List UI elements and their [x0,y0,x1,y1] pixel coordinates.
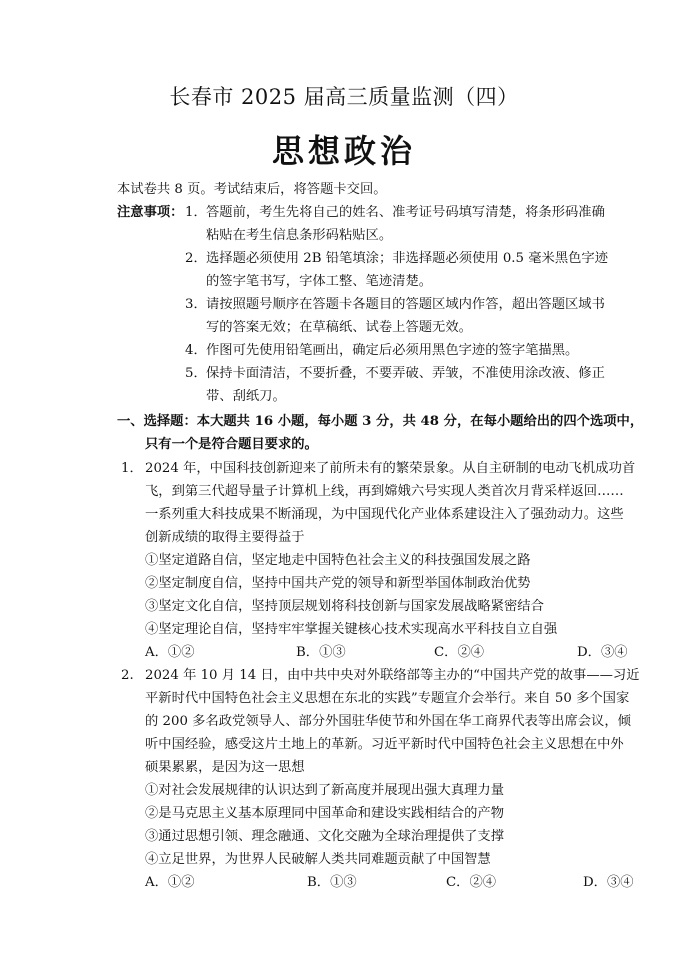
statement: ②是马克思主义基本原理同中国革命和建设实践相结合的产物 [145,806,505,821]
statement: ③通过思想引领、理念融通、文化交融为全球治理提供了支撑 [145,829,505,844]
note-number: 2． [185,251,207,266]
note-number: 1． [185,205,207,220]
question-stem: 2024 年 10 月 14 日，由中共中央对外联络部等主办的“中国共产党的故事——习近 [145,668,640,683]
note-text: 答题前，考生先将自己的姓名、准考证号码填写清楚，将条形码准确 [206,205,605,220]
exam-title: 长春市 2025 届高三质量监测（四） [169,85,519,109]
note-text: 的签字笔书写，字体工整、笔迹清楚。 [206,274,433,289]
option-d: D．③④ [583,875,634,890]
note-text: 作图可先使用铅笔画出，确定后必须用黑色字迹的签字笔描黑。 [206,343,579,358]
note-text: 粘贴在考生信息条形码粘贴区。 [206,228,393,243]
option-a: A．①② [145,875,195,890]
option-c: C．②④ [434,645,485,660]
question-stem: 2024 年，中国科技创新迎来了前所未有的繁荣景象。从自主研制的电动飞机成功首 [145,461,636,476]
note-number: 4． [185,343,207,358]
note-text: 请按照题号顺序在答题卡各题目的答题区域内作答，超出答题区域书 [206,297,605,312]
intro-text: 本试卷共 8 页。考试结束后，将答题卡交回。 [117,182,387,197]
note-text: 保持卡面清洁，不要折叠，不要弄破、弄皱，不准使用涂改液、修正 [206,366,605,381]
statement: ③坚定文化自信，坚持顶层规划将科技创新与国家发展战略紧密结合 [145,599,544,614]
question-stem: 飞，到第三代超导量子计算机上线，再到嫦娥六号实现人类首次月背采样返回…… [145,484,624,499]
statement: ②坚定制度自信，坚持中国共产党的领导和新型举国体制政治优势 [145,576,531,591]
question-stem: 平新时代中国特色社会主义思想在东北的实践”专题宣介会举行。来自 50 多个国家 [145,691,630,706]
question-stem: 听中国经验，感受这片土地上的革新。习近平新时代中国特色社会主义思想在中外 [145,737,624,752]
question-stem: 创新成绩的取得主要得益于 [145,530,305,545]
question-stem: 硕果累累，是因为这一思想 [145,760,305,775]
note-number: 5． [185,366,207,381]
section-heading-cont: 只有一个是符合题目要求的。 [145,437,318,452]
question-number: 2. [121,668,134,683]
section-heading: 一、选择题：本大题共 16 小题，每小题 3 分，共 48 分，在每小题给出的四个选项中， [117,414,644,429]
note-text: 带、刮纸刀。 [206,389,286,404]
note-text: 写的答案无效；在草稿纸、试卷上答题无效。 [206,320,472,335]
question-number: 1． [121,461,143,476]
subject-title: 思想政治 [271,132,416,170]
notes-label: 注意事项： [117,205,184,220]
note-number: 3． [185,297,207,312]
option-c: C．②④ [446,875,497,890]
question-stem: 一系列重大科技成果不断涌现，为中国现代化产业体系建设注入了强劲动力。这些 [145,507,624,522]
option-b: B．①③ [296,645,346,660]
statement: ④坚定理论自信，坚持牢牢掌握关键核心技术实现高水平科技自立自强 [145,622,558,637]
option-b: B．①③ [307,875,357,890]
statement: ①坚定道路自信，坚定地走中国特色社会主义的科技强国发展之路 [145,553,531,568]
note-text: 选择题必须使用 2B 铅笔填涂；非选择题必须使用 0.5 毫米黑色字迹 [206,251,609,266]
statement: ①对社会发展规律的认识达到了新高度并展现出强大真理力量 [145,783,505,798]
option-a: A．①② [145,645,195,660]
option-d: D．③④ [577,645,628,660]
statement: ④立足世界，为世界人民破解人类共同难题贡献了中国智慧 [145,852,491,867]
question-stem: 的 200 多名政党领导人、部分外国驻华使节和外国在华工商界代表等出席会议，倾 [145,714,631,729]
